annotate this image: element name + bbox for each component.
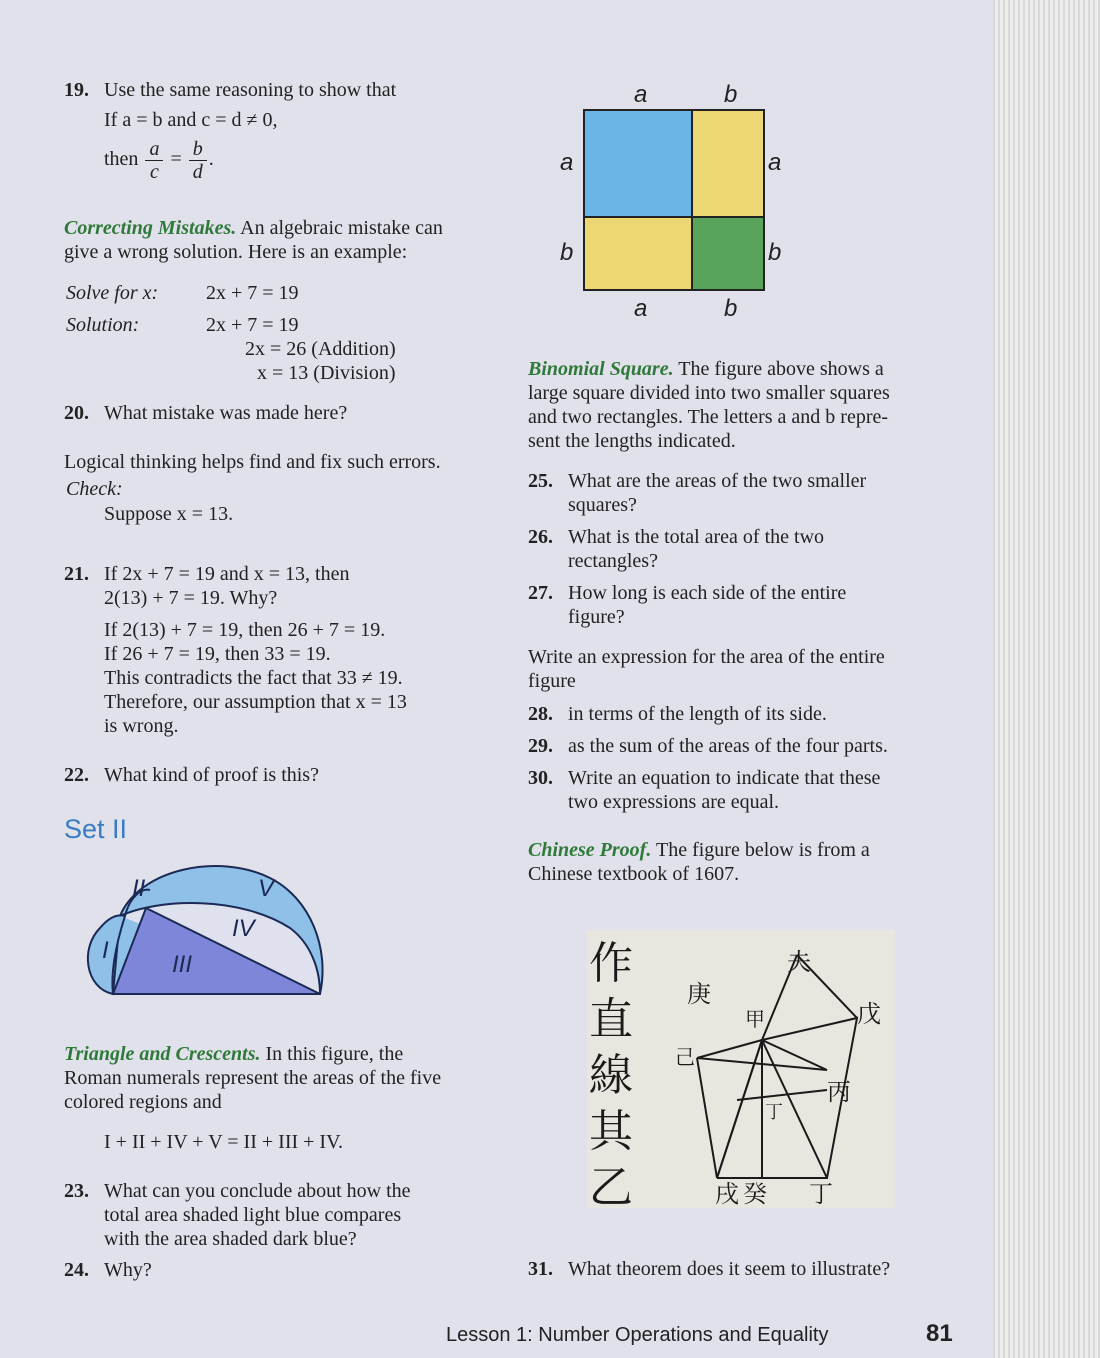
svg-text:其: 其	[589, 1106, 633, 1157]
svg-text:丙: 丙	[827, 1078, 851, 1106]
chinese-proof-text: Chinese Proof. The figure below is from a Chinese textbook of 1607.	[528, 839, 870, 885]
page-number: 81	[926, 1320, 953, 1347]
question-number: 27.	[528, 582, 553, 604]
section-heading: Triangle and Crescents.	[64, 1043, 261, 1065]
proof-step-3: This contradicts the fact that 33 ≠ 19.	[104, 667, 403, 689]
question-23: 23. What can you conclude about how the total area shaded light blue compares with the area shaded dark blue?	[64, 1180, 411, 1250]
question-line-1: If 2x + 7 = 19 and x = 13, then	[104, 563, 350, 585]
then-word: then	[104, 148, 139, 171]
check-label: Check:	[66, 478, 123, 500]
svg-text:丁: 丁	[765, 1102, 783, 1123]
binomial-square-figure	[550, 76, 800, 326]
question-number: 25.	[528, 470, 553, 492]
label-left-a: a	[560, 149, 574, 176]
svg-text:甲: 甲	[745, 1007, 765, 1031]
square-a-squared	[584, 110, 692, 217]
svg-text:戌: 戌	[715, 1180, 739, 1208]
intro-text: An algebraic mistake can	[236, 217, 443, 239]
label-bottom-a: a	[634, 295, 648, 322]
figure-background	[587, 930, 895, 1208]
label-top-a: a	[634, 81, 648, 108]
question-22	[64, 763, 504, 787]
triangle-crescents-text: Triangle and Crescents. In this figure, the Roman numerals represent the areas of the five colored regions and	[64, 1043, 442, 1113]
question-27: 27. How long is each side of the entire figure?	[528, 582, 847, 628]
question-text: What kind of proof is this?	[104, 764, 319, 786]
question-number: 22.	[64, 764, 89, 786]
svg-text:癸: 癸	[743, 1180, 767, 1208]
question-text: Use the same reasoning to show that	[104, 79, 397, 101]
expression-instructions: Write an expression for the area of the entire figure	[528, 646, 885, 692]
question-24	[64, 1258, 504, 1282]
question-number: 23.	[64, 1180, 89, 1202]
label-i: I	[102, 937, 109, 964]
question-25: 25. What are the areas of the two smaller squares?	[528, 470, 867, 516]
solution-step-1: 2x + 7 = 19	[206, 314, 299, 336]
suppose-text: Suppose x = 13.	[104, 503, 234, 525]
intro-text-2: give a wrong solution. Here is an example:	[64, 241, 408, 263]
question-19	[64, 78, 504, 198]
question-number: 24.	[64, 1259, 89, 1281]
svg-text:直: 直	[589, 994, 633, 1045]
solution-step-3: x = 13 (Division)	[257, 362, 396, 384]
solve-label: Solve for x:	[66, 282, 159, 304]
fraction-b-over-d: $\frac{b}{d}$	[189, 138, 207, 183]
solution-step-2: 2x = 26 (Addition)	[245, 338, 396, 360]
question-text: Why?	[104, 1259, 152, 1281]
svg-text:庚: 庚	[687, 980, 711, 1008]
svg-text:丁: 丁	[809, 1180, 833, 1208]
svg-text:夫: 夫	[787, 948, 811, 976]
solution-label: Solution:	[66, 314, 140, 336]
proof-step-5: is wrong.	[104, 715, 179, 737]
footer-lesson-title: Lesson 1: Number Operations and Equality	[446, 1324, 829, 1346]
proof-step-1: If 2(13) + 7 = 19, then 26 + 7 = 19.	[104, 619, 386, 641]
rectangle-top-ab	[692, 110, 764, 217]
section-heading: Correcting Mistakes.	[64, 217, 237, 239]
triangle-crescents-figure	[80, 858, 330, 1008]
question-number: 21.	[64, 563, 89, 585]
label-right-a: a	[768, 149, 782, 176]
question-number: 20.	[64, 402, 89, 424]
question-29	[528, 734, 958, 758]
question-line-2: 2(13) + 7 = 19. Why?	[104, 587, 278, 609]
set-title: Set II	[64, 814, 128, 844]
section-heading: Binomial Square.	[528, 358, 674, 380]
proof-step-2: If 26 + 7 = 19, then 33 = 19.	[104, 643, 331, 665]
fraction-a-over-c: $\frac{a}{c}$	[145, 138, 163, 183]
logical-thinking-text: Logical thinking helps find and fix such errors.	[64, 451, 441, 473]
question-number: 19.	[64, 79, 89, 101]
question-text: in terms of the length of its side.	[568, 703, 827, 725]
question-number: 30.	[528, 767, 553, 789]
label-iii: III	[172, 951, 193, 978]
question-text: What mistake was made here?	[104, 402, 348, 424]
label-iv: IV	[232, 915, 255, 942]
label-bottom-b: b	[724, 295, 738, 322]
question-21	[64, 562, 504, 752]
svg-text:乙: 乙	[589, 1162, 633, 1208]
square-b-squared	[692, 217, 764, 290]
page-binding-edge	[993, 0, 1100, 1358]
question-31	[528, 1257, 958, 1281]
question-20	[64, 401, 504, 425]
question-text: as the sum of the areas of the four parts.	[568, 735, 888, 757]
binomial-square-text: Binomial Square. The figure above shows a large square divided into two smaller squares and two rectangles. The letters a and b repre- sent the lengths indicated.	[528, 358, 890, 452]
area-equation: I + II + IV + V = II + III + IV.	[104, 1131, 343, 1153]
rectangle-bottom-ab	[584, 217, 692, 290]
label-left-b: b	[560, 239, 574, 266]
proof-step-4: Therefore, our assumption that x = 13	[104, 691, 407, 713]
condition-text: If a = b and c = d ≠ 0,	[104, 109, 278, 131]
question-30: 30. Write an equation to indicate that these two expressions are equal.	[528, 767, 881, 813]
svg-text:作: 作	[589, 938, 633, 989]
solve-equation: 2x + 7 = 19	[206, 282, 299, 304]
question-28	[528, 702, 958, 726]
label-top-b: b	[724, 81, 738, 108]
question-26: 26. What is the total area of the two rectangles?	[528, 526, 825, 572]
question-number: 31.	[528, 1258, 553, 1280]
svg-text:己: 己	[675, 1045, 695, 1069]
section-heading: Chinese Proof.	[528, 839, 652, 861]
chinese-text-column	[589, 938, 635, 1208]
label-ii: II	[132, 875, 146, 902]
label-right-b: b	[768, 239, 782, 266]
question-number: 29.	[528, 735, 553, 757]
question-number: 26.	[528, 526, 553, 548]
fraction-equation: then $\frac{a}{c}$ = $\frac{b}{d}$ .	[104, 138, 214, 183]
question-text: What theorem does it seem to illustrate?	[568, 1258, 891, 1280]
correcting-mistakes-intro	[64, 216, 504, 264]
svg-text:線: 線	[589, 1050, 633, 1101]
question-number: 28.	[528, 703, 553, 725]
label-v: V	[258, 875, 275, 902]
svg-text:戊: 戊	[857, 1000, 881, 1028]
chinese-proof-figure	[587, 930, 895, 1208]
